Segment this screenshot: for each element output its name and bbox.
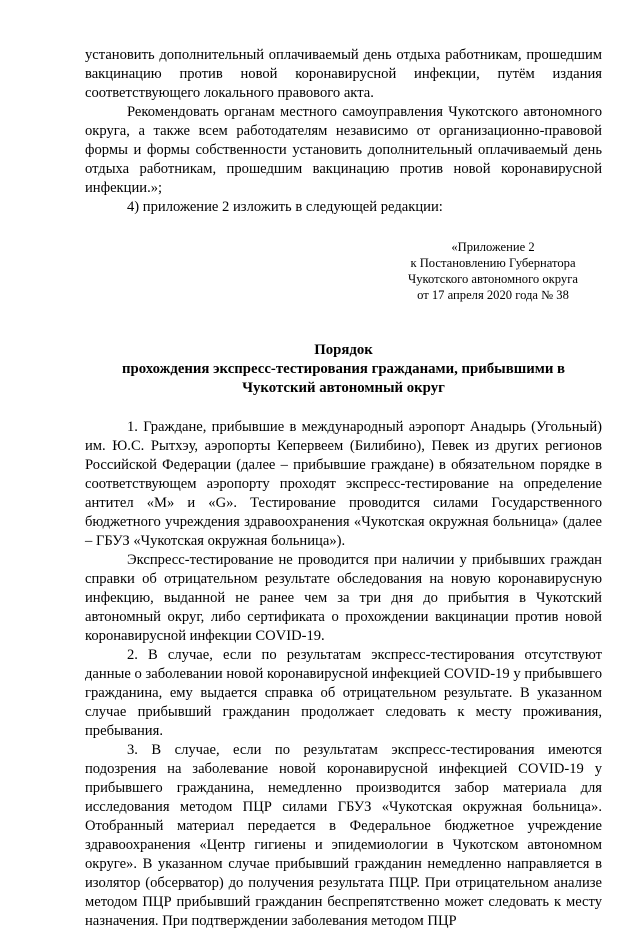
body-paragraph-3: 2. В случае, если по результатам экспресс-тестирования отсутствуют данные о заболевании новой коронавирусной инфекцией COVID-19 у прибывшего гражданина, ему выдается справка об отрицательном результате. В указанном случае прибывший гражданин продолжает следовать к месту проживания, пребывания. [85, 647, 602, 739]
appendix-line-region: Чукотского автономного округа [408, 272, 578, 286]
appendix-header [393, 239, 593, 303]
document-page [85, 46, 602, 931]
appendix-line-decree: к Постановлению Губернатора [410, 256, 576, 270]
appendix-line-date: от 17 апреля 2020 года № 38 [417, 288, 569, 302]
intro-paragraph-2: Рекомендовать органам местного самоуправления Чукотского автономного округа, а также всем работодателям независимо от организационно-правовой формы и формы собственности установить дополнительный оплачиваемый день отдыха работникам, прошедшим вакцинацию против новой коронавирусной инфекции.»; [85, 104, 602, 196]
document-title [85, 341, 602, 398]
intro-list-item-4: 4) приложение 2 изложить в следующей редакции: [127, 199, 443, 215]
body-paragraph-4: 3. В случае, если по результатам экспресс-тестирования имеются подозрения на заболевание новой коронавирусной инфекцией COVID-19 у прибывшего гражданина, немедленно производится забор материала для исследования методом ПЦР силами ГБУЗ «Чукотская окружная больница». Отобранный материал передается в Федеральное бюджетное учреждение здравоохранения «Центр гигиены и эпидемиологии в Чукотском автономном округе». В указанном случае прибывший гражданин немедленно направляется в изолятор (обсерватор) до получения результата ПЦР. При отрицательном анализе методом ПЦР прибывший гражданин беспрепятственно может следовать к месту назначения. При подтверждении заболевания методом ПЦР [85, 742, 602, 929]
appendix-line-title: «Приложение 2 [451, 240, 535, 254]
intro-paragraph-1: установить дополнительный оплачиваемый день отдыха работникам, прошедшим вакцинацию против новой коронавирусной инфекции, путём издания соответствующего локального правового акта. [85, 47, 602, 101]
body-paragraph-2: Экспресс-тестирование не проводится при наличии у прибывших граждан справки об отрицательном результате обследования на новую коронавирусную инфекцию, выданной не ранее чем за три дня до прибытия в Чукотский автономный округ, либо сертификата о прохождении вакцинации против новой коронавирусной инфекции COVID-19. [85, 552, 602, 644]
title-line-2: прохождения экспресс-тестирования гражданами, прибывшими в [121, 361, 566, 377]
document-body [85, 418, 602, 931]
title-line-3: Чукотский автономный округ [242, 380, 445, 396]
body-paragraph-1: 1. Граждане, прибывшие в международный аэропорт Анадырь (Угольный) им. Ю.С. Рытхэу, аэропорты Кепервеем (Билибино), Певек из других регионов Российской Федерации (далее – прибывшие граждане) в обязательном порядке в соответствующем аэропорту проходят экспресс-тестирование на определение антител «M» и «G». Тестирование проводится силами Государственного бюджетного учреждения здравоохранения «Чукотская окружная больница» (далее – ГБУЗ «Чукотская окружная больница»). [85, 419, 602, 549]
title-line-1: Порядок [314, 342, 373, 358]
